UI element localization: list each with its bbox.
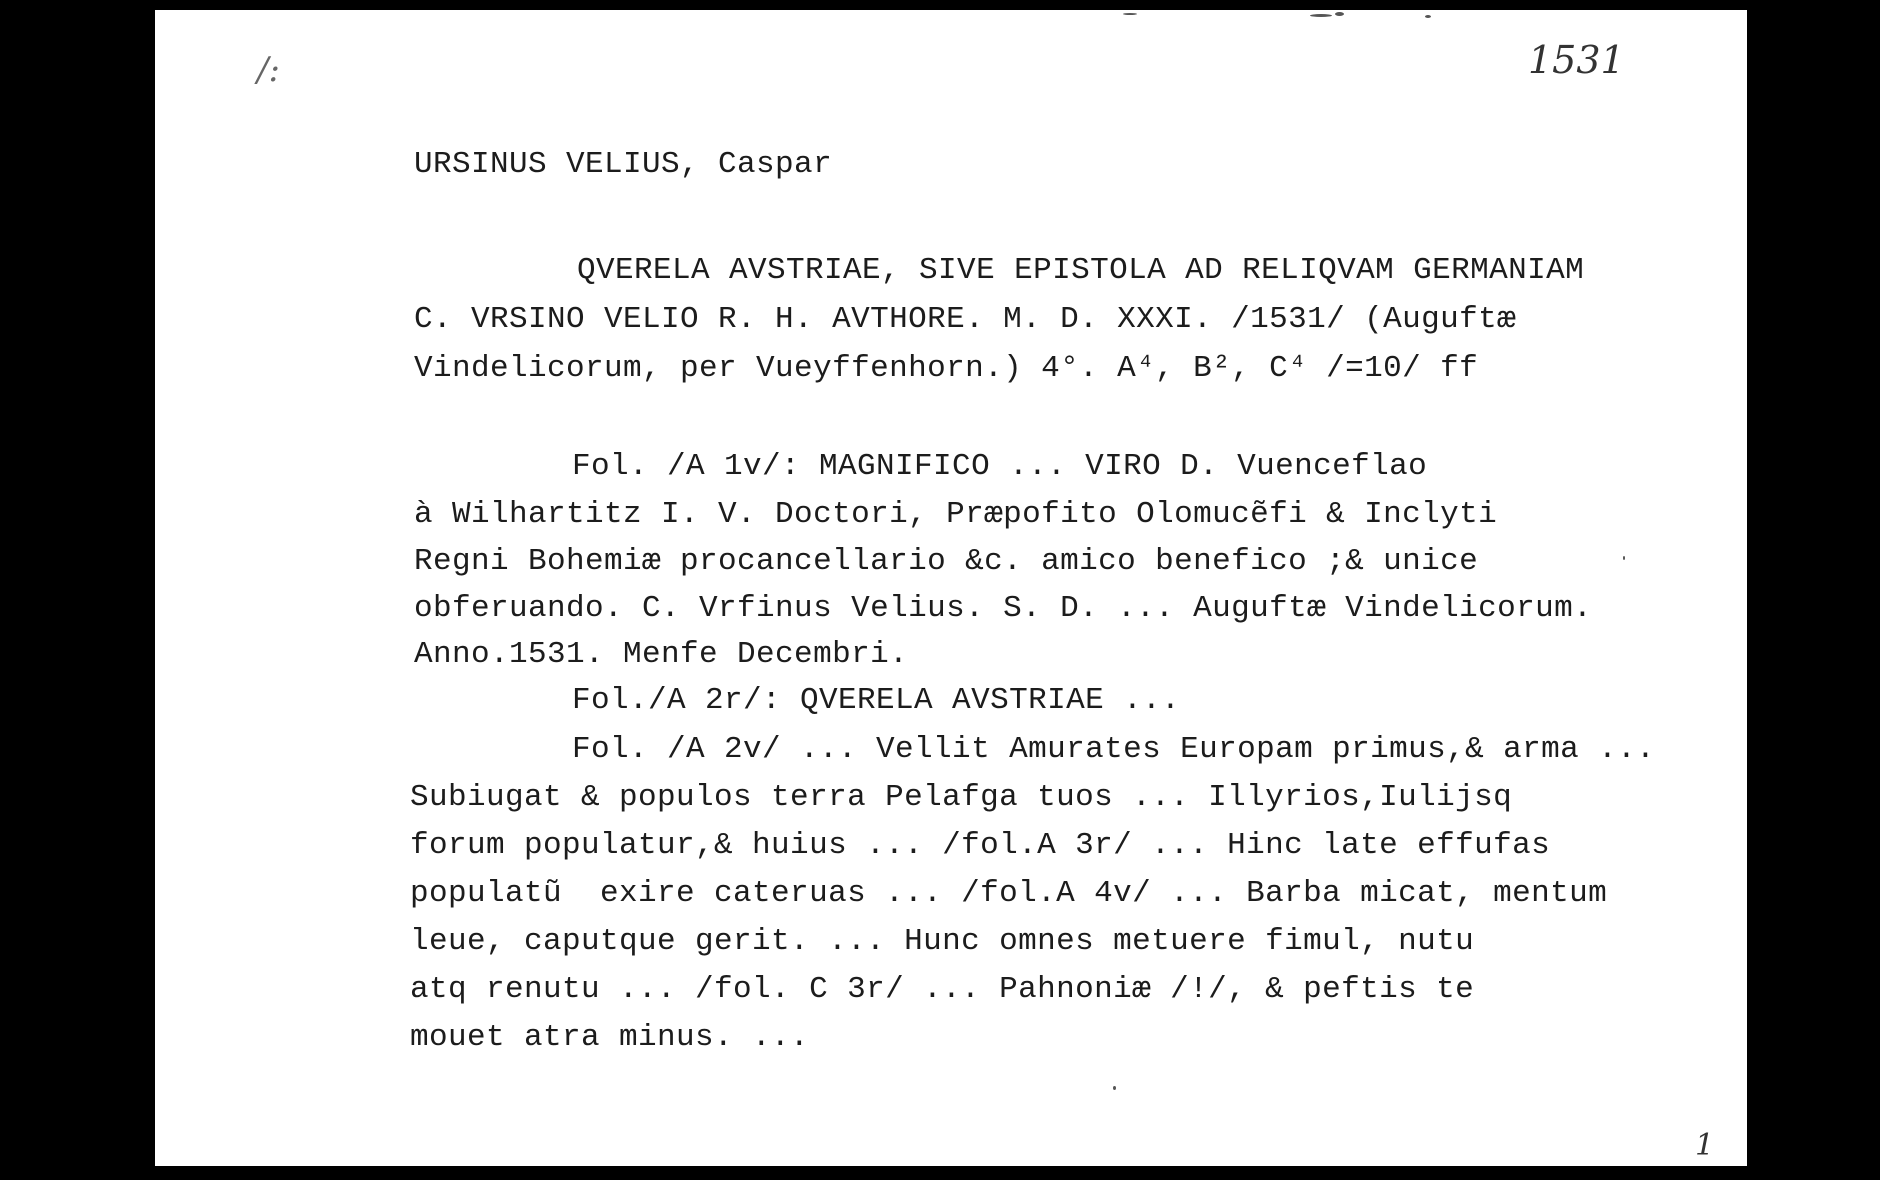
scan-speck — [1425, 15, 1431, 18]
title-line: C. VRSINO VELIO R. H. AVTHORE. M. D. XXXI. /1531/ (Auguftæ — [414, 302, 1517, 337]
title-line: Vindelicorum, per Vueyffenhorn.) 4°. A⁴, B², C⁴ /=10/ ff — [414, 351, 1479, 386]
body-line: Fol./A 2r/: QVERELA AVSTRIAE ... — [572, 683, 1181, 718]
scan-speck — [1123, 13, 1137, 15]
scan-speck — [1310, 14, 1332, 17]
folio-number: 1531 — [1528, 38, 1625, 82]
page-number: 1 — [1695, 1128, 1715, 1163]
title-line: QVERELA AVSTRIAE, SIVE EPISTOLA AD RELIQVAM GERMANIAM — [577, 253, 1585, 288]
body-line: atq renutu ... /fol. C 3r/ ... Pahnoniæ /!/, & peftis te — [410, 972, 1475, 1007]
body-line: forum populatur,& huius ... /fol.A 3r/ ... Hinc late effufas — [410, 828, 1551, 863]
body-line: à Wilhartitz I. V. Doctori, Præpofito Olomucẽfi & Inclyti — [414, 497, 1498, 532]
scan-speck — [1113, 1086, 1116, 1090]
body-line: populatũ exire cateruas ... /fol.A 4v/ ... Barba micat, mentum — [410, 876, 1608, 911]
catalog-card — [155, 10, 1747, 1166]
body-line: leue, caputque gerit. ... Hunc omnes metuere fimul, nutu — [410, 924, 1475, 959]
body-line: obferuando. C. Vrfinus Velius. S. D. ... Auguftæ Vindelicorum. — [414, 591, 1593, 626]
corner-mark: /: — [257, 50, 280, 90]
scan-speck — [1623, 556, 1625, 560]
body-line: Subiugat & populos terra Pelafga tuos ... Illyrios,Iulijsq — [410, 780, 1513, 815]
body-line: Fol. /A 2v/ ... Vellit Amurates Europam primus,& arma ... — [572, 732, 1656, 767]
author-heading: URSINUS VELIUS, Caspar — [414, 147, 833, 182]
body-line: mouet atra minus. ... — [410, 1020, 810, 1055]
body-line: Fol. /A 1v/: MAGNIFICO ... VIRO D. Vuenceflao — [572, 449, 1428, 484]
body-line: Regni Bohemiæ procancellario &c. amico benefico ;& unice — [414, 544, 1479, 579]
scan-speck — [1335, 12, 1344, 16]
body-line: Anno.1531. Menfe Decembri. — [414, 637, 909, 672]
